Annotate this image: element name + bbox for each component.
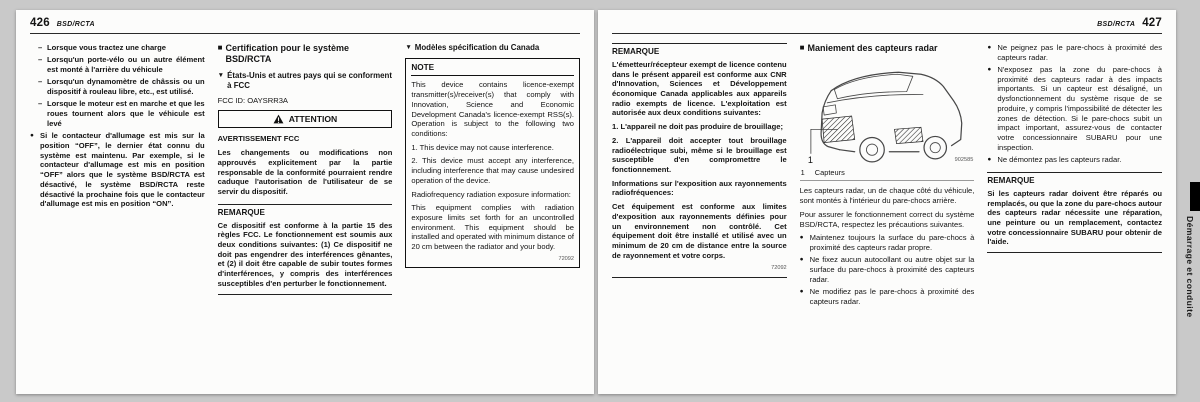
remarque-block	[612, 43, 787, 278]
remarque-title: REMARQUE	[612, 47, 660, 56]
figure-code: 902585	[954, 156, 974, 163]
column-2	[218, 43, 393, 386]
bullet-marker: ●	[30, 132, 34, 140]
bullet-marker: ●	[987, 44, 992, 51]
section-title: Certification pour le système BSD/RCTA	[225, 43, 350, 64]
radar-sensor-zone-side	[894, 127, 923, 143]
regulatory-code: 72092	[558, 255, 575, 262]
bullet-marker: ●	[799, 234, 804, 242]
list-item	[38, 77, 205, 96]
subsection-marker-icon: ▼	[217, 71, 225, 79]
attention-box	[218, 110, 393, 128]
warning-triangle-icon	[273, 114, 284, 124]
note-title: NOTE	[411, 63, 574, 77]
remarque-paragraph: Cet équipement est conforme aux limites d'exposition aux rayonnements définies pour un environnement non contrôlé. Cet équipement doit être installé et utilisé avec un minimum de 20 cm de distance entre la source de rayonnement et votre corps.	[612, 202, 787, 260]
section-heading	[218, 43, 393, 65]
section-marker-icon: ■	[799, 43, 805, 52]
remarque-body: Si les capteurs radar doivent être réparés ou remplacés, ou que la zone du pare-chocs autour des capteurs radar nécessite une réparation, une peinture ou un remplacement, contactez votre concessionnaire SUBARU pour obtenir de l'aide.	[987, 188, 1163, 247]
legend-key: 1	[800, 167, 805, 177]
subsection-heading	[405, 43, 580, 53]
list-item-text: Lorsque vous tractez une charge	[47, 43, 167, 52]
subsection-heading	[218, 71, 393, 91]
list-item	[987, 43, 1162, 62]
list-item-text: Lorsque le moteur est en marche et que les roues tournent alors que le véhicule est levé	[47, 99, 205, 128]
legend-value: Capteurs	[814, 167, 845, 177]
list-item	[800, 255, 975, 284]
note-paragraph: 2. This device must accept any interference, including interference that may cause undesired operation of the device.	[411, 156, 575, 185]
list-item	[987, 65, 1162, 152]
section-marker-icon: ■	[217, 43, 223, 52]
bullet-marker: ●	[987, 65, 992, 73]
list-item-text: Ne démontez pas les capteurs radar.	[997, 154, 1122, 164]
note-paragraph: Radiofrequency radiation exposure information:	[411, 189, 571, 199]
note-box	[405, 58, 580, 268]
remarque-paragraph: L'émetteur/récepteur exempt de licence contenu dans le présent appareil est conforme aux CNR d'Innovation, Sciences et Développement économique Canada applicables aux appareils radio exempts de licence. L'exploitation est autorisée aux deux conditions suivantes:	[612, 59, 787, 118]
page-columns	[30, 43, 580, 386]
page-header-right	[612, 17, 1162, 34]
subsection-title: États-Unis et autres pays qui se conforment à FCC	[227, 70, 392, 90]
dash-marker: –	[38, 77, 43, 87]
page-number: 427	[1142, 17, 1162, 29]
remarque-title: REMARQUE	[987, 175, 1035, 185]
body-paragraph: Les capteurs radar, un de chaque côté du véhicule, sont montés à l'intérieur du pare-chocs arrière.	[799, 186, 975, 206]
figure-legend	[800, 166, 975, 181]
note-paragraph: This device contains licence-exempt transmitter(s)/receiver(s) that comply with Innovation, Science and Economic Development Canada's licence-exempt RSS(s). Operation is subject to the following two conditions:	[411, 80, 575, 138]
dash-marker: –	[38, 43, 43, 52]
running-title: BSD/RCTA	[56, 21, 95, 28]
fcc-id: FCC ID: OAYSRR3A	[217, 95, 288, 105]
list-item	[800, 287, 975, 306]
bullet-marker: ●	[799, 256, 804, 264]
column-3	[987, 43, 1162, 386]
running-title: BSD/RCTA	[1097, 21, 1136, 28]
list-item-text: Ne fixez aucun autocollant ou autre objet sur la surface du pare-chocs à proximité des capteurs radar.	[809, 255, 975, 284]
remarque-body: Ce dispositif est conforme à la partie 15 des règles FCC. Le fonctionnement est soumis aux deux conditions suivantes: (1) Ce dispositif ne doit pas engendrer des interférences gênantes, et (2) il doit être capable de subir toutes formes d'interférences, y compris des interférences susceptibles d'en perturber le fonctionnement.	[217, 220, 393, 288]
column-1	[30, 43, 205, 386]
list-item-text: Lorsqu'un porte-vélo ou un autre élément est monté à l'arrière du véhicule	[47, 55, 205, 74]
list-item-text: Ne modifiez pas le pare-chocs à proximité des capteurs radar.	[809, 286, 975, 306]
chapter-tab-marker	[1190, 182, 1200, 211]
page-columns	[612, 43, 1162, 386]
radar-sensor-figure	[800, 60, 975, 166]
remarque-paragraph: 1. L'appareil ne doit pas produire de brouillage;	[612, 122, 784, 132]
remarque-paragraph: Informations sur l'exposition aux rayonnements radiofréquences:	[612, 178, 787, 198]
page-427	[598, 10, 1176, 394]
remarque-paragraph: 2. L'appareil doit accepter tout brouillage radioélectrique subi, même si le brouillage est susceptible d'en compromettre le fonctionnement.	[612, 135, 787, 175]
chapter-tab-label: Démarrage et conduite	[1185, 216, 1195, 318]
fcc-warning-body: Les changements ou modifications non approuvés explicitement par la partie responsable de la conformité pourraient rendre caduque l'autorisation de l'utilisateur de se servir du dispositif.	[217, 148, 393, 196]
list-item	[38, 55, 205, 74]
bullet-marker: ●	[799, 287, 804, 295]
list-item	[30, 131, 205, 209]
remarque-block	[987, 172, 1162, 253]
chapter-tab	[1176, 182, 1200, 357]
dash-list	[30, 43, 205, 128]
list-item-text: Ne peignez pas le pare-chocs à proximité des capteurs radar.	[997, 43, 1163, 62]
section-title: Maniement des capteurs radar	[807, 43, 938, 53]
body-paragraph: Pour assurer le fonctionnement correct du système BSD/RCTA, respectez les précautions suivantes.	[799, 209, 975, 229]
page-number: 426	[30, 17, 50, 29]
dash-marker: –	[38, 55, 43, 65]
list-item-text: N'exposez pas la zone du pare-chocs à proximité des capteurs radar à des impacts importants. Si un capteur est désaligné, un dysfonctionnement du système risque de se produire, y compris l'impossibilité de détecter les zones de détection. Si le pare-chocs subit un impact important, assurez-vous de contacter votre concessionnaire SUBARU pour une inspection.	[997, 64, 1163, 152]
subsection-title: Modèles spécification du Canada	[414, 43, 540, 52]
column-2	[800, 43, 975, 386]
list-item-text: Maintenez toujours la surface du pare-chocs à proximité des capteurs radar propre.	[809, 233, 975, 253]
remarque-title: REMARQUE	[217, 207, 265, 217]
column-3	[405, 43, 580, 386]
list-item	[987, 155, 1162, 165]
dash-marker: –	[38, 99, 43, 109]
list-item	[800, 233, 975, 252]
page-header-left	[30, 17, 580, 34]
list-item	[38, 43, 205, 53]
subsection-marker-icon: ▼	[405, 44, 412, 51]
list-item	[38, 99, 205, 128]
bullet-marker: ●	[987, 155, 992, 163]
note-paragraph: This equipment complies with radiation exposure limits set forth for an uncontrolled environment. This equipment should be installed and operated with minimum distance of 20 cm between the radiator and your body.	[411, 203, 575, 252]
fcc-warning-heading: AVERTISSEMENT FCC	[217, 134, 300, 144]
attention-label: ATTENTION	[288, 113, 338, 124]
regulatory-code: 72092	[771, 264, 787, 271]
list-item-text: Si le contacteur d'allumage est mis sur la position “OFF”, le dernier état connu du système est maintenu. Par exemple, si le contacteur d'allumage est mis en position “OFF” alors que le système BSD/RCTA est désactivé, le système BSD/RCTA reste désactivé la prochaine fois que le contacteur d'allumage est mis en position “ON”.	[40, 131, 205, 209]
note-paragraph: 1. This device may not cause interference.	[411, 142, 554, 152]
section-heading	[800, 43, 975, 54]
car-rear-illustration	[800, 60, 975, 166]
list-item-text: Lorsqu'un dynamomètre de châssis ou un dispositif à rouleau libre, etc., est utilisé.	[47, 77, 205, 96]
callout-number: 1	[807, 154, 813, 165]
page-426	[16, 10, 594, 394]
column-1	[612, 43, 787, 386]
remarque-block	[218, 204, 393, 295]
